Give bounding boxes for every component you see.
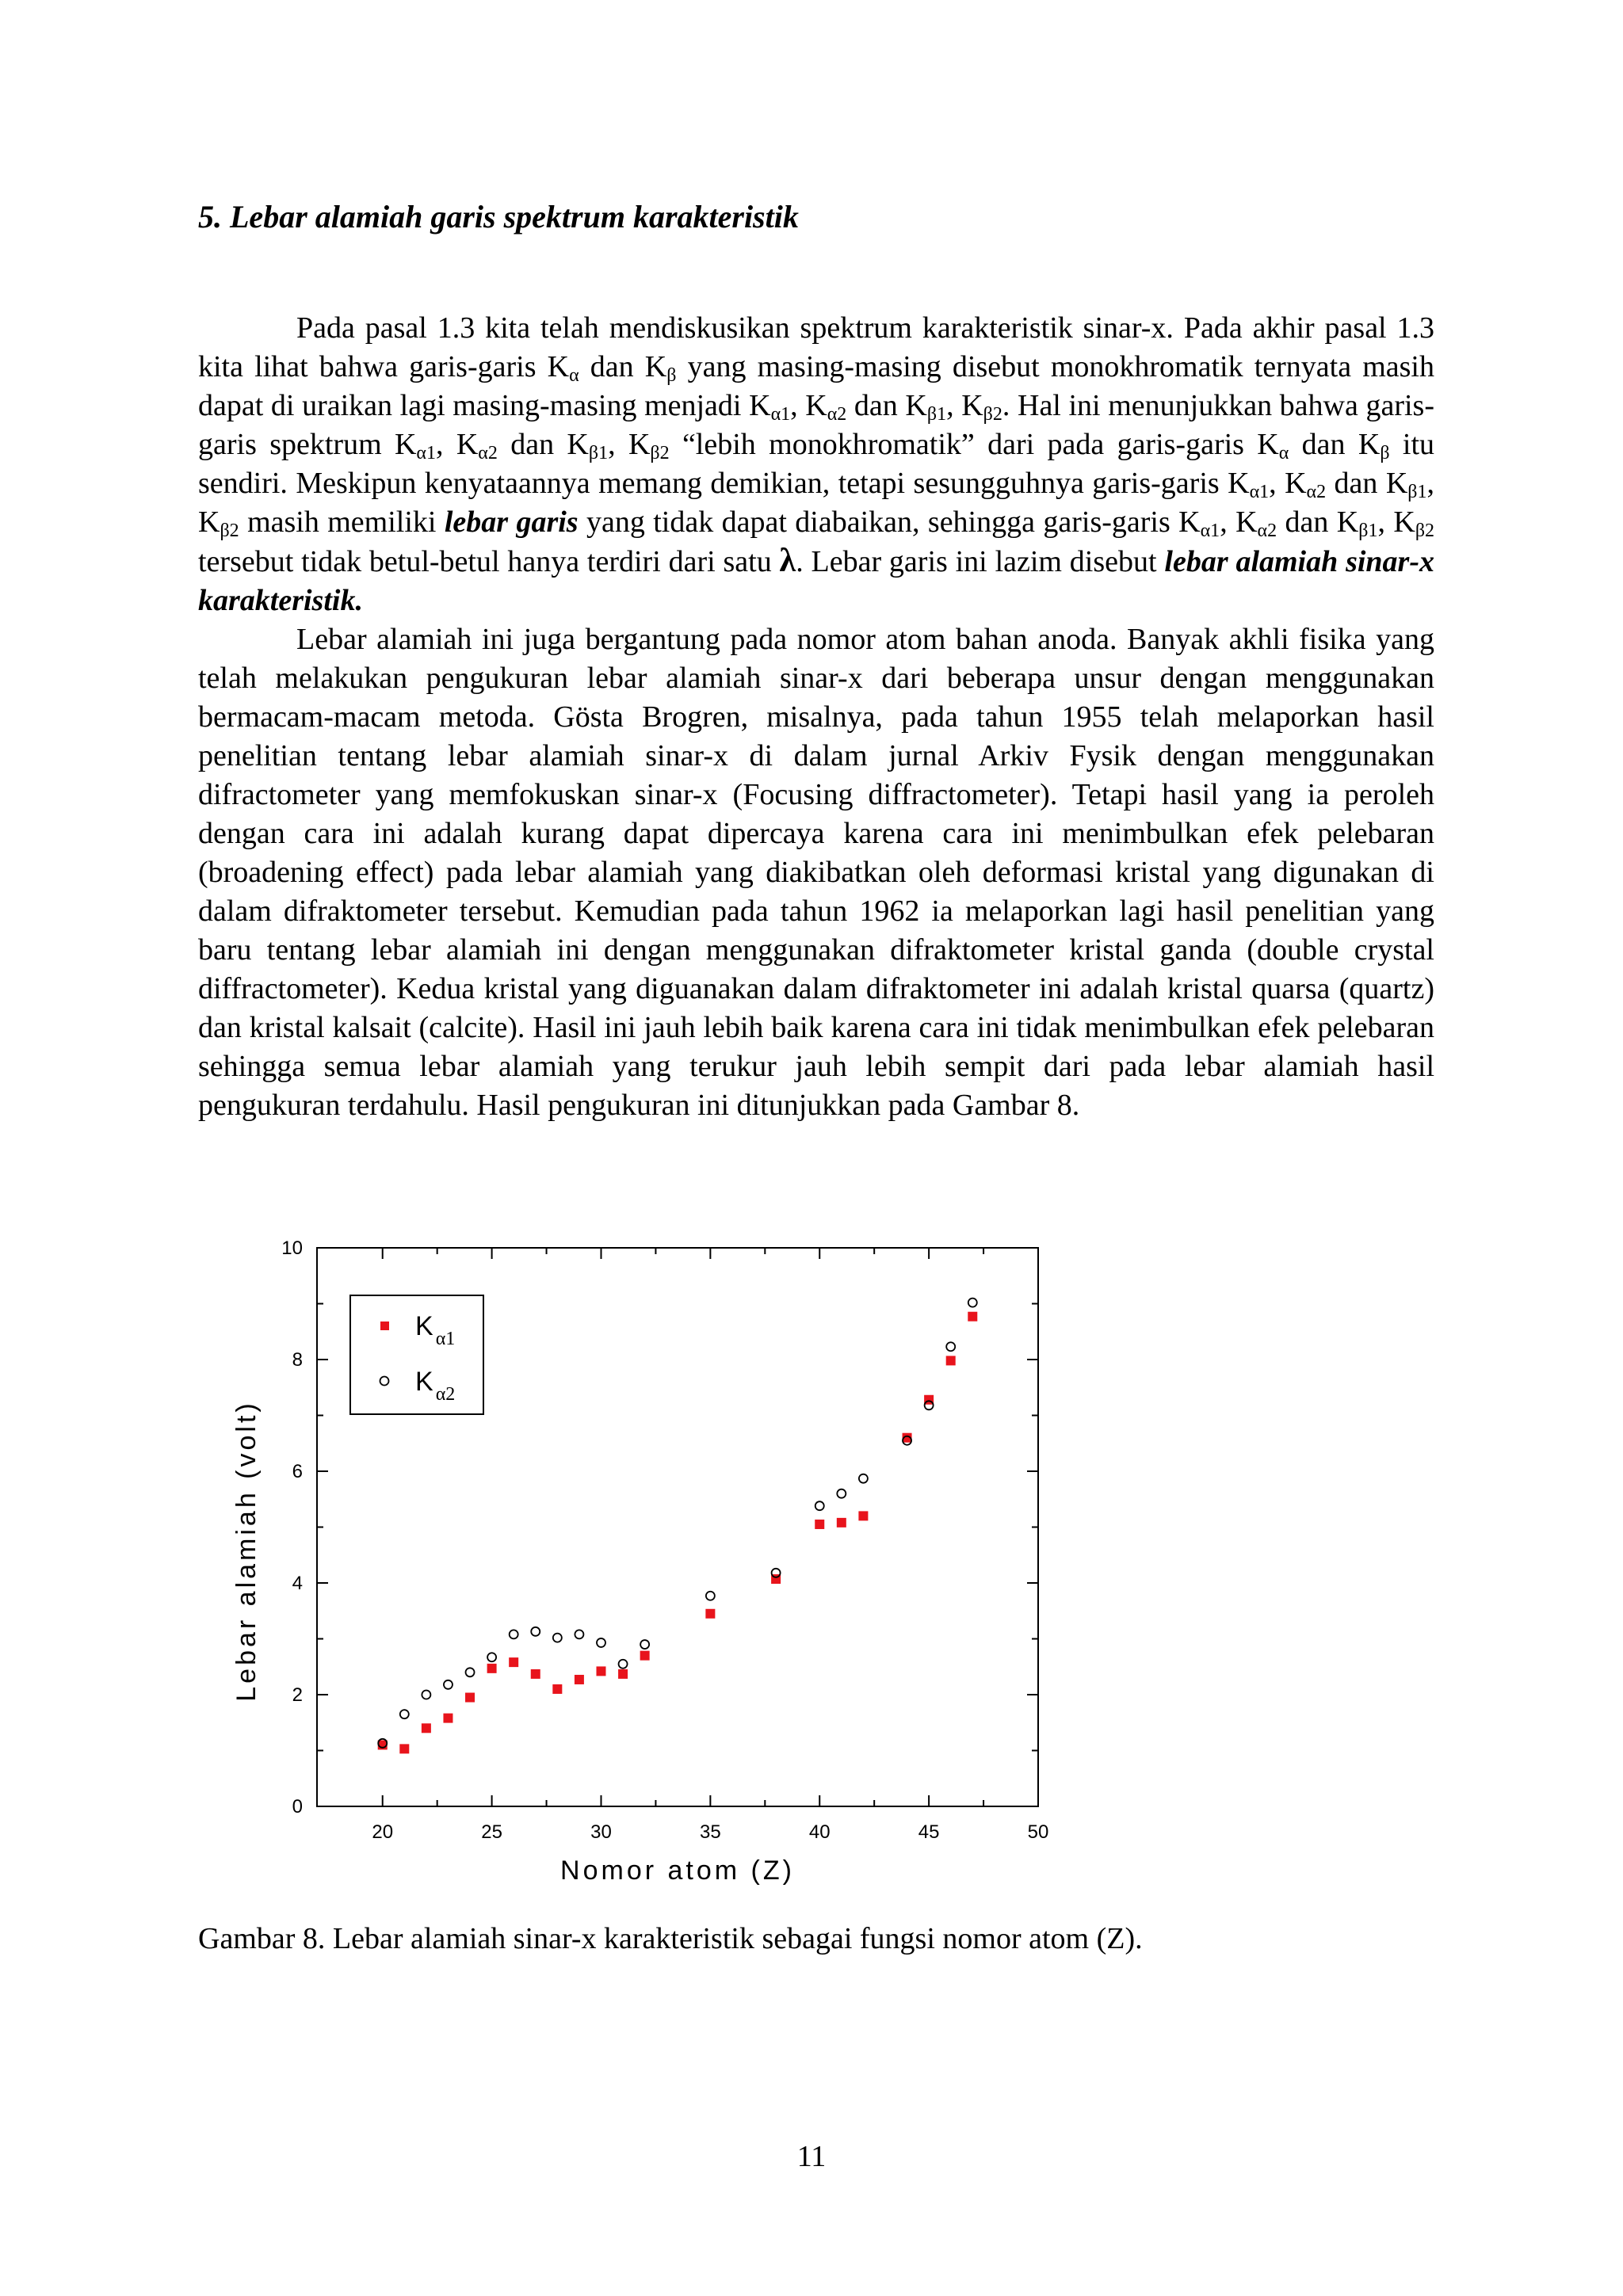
y-axis-label: Lebar alamiah (volt) <box>231 1400 262 1702</box>
data-point <box>510 1630 518 1638</box>
data-point <box>968 1299 977 1307</box>
lambda-symbol: λ <box>779 543 796 579</box>
k-line-symbol: $K_\alpha$ <box>1257 428 1289 463</box>
k-line-subscript: α2 <box>827 404 847 425</box>
chart-legend <box>350 1295 483 1414</box>
k-line-subscript: β2 <box>983 404 1002 425</box>
y-tick-label: 4 <box>292 1573 303 1594</box>
data-point <box>422 1691 430 1699</box>
k-line-subscript: α2 <box>478 443 498 463</box>
text-run: dan <box>846 389 906 422</box>
legend-marker <box>380 1322 389 1330</box>
page-number: 11 <box>796 2140 827 2173</box>
data-point <box>968 1312 977 1322</box>
x-tick-label: 25 <box>481 1821 502 1843</box>
data-point <box>706 1592 715 1600</box>
data-point <box>466 1668 475 1676</box>
k-line-symbol: $K_{\alpha 2}$ <box>1285 467 1327 502</box>
data-point <box>859 1474 868 1483</box>
paragraph-1 <box>198 309 1434 620</box>
data-point <box>443 1714 453 1723</box>
y-tick-label: 10 <box>281 1238 303 1259</box>
y-tick-label: 0 <box>292 1796 303 1817</box>
k-line-symbol: $K_\alpha$ <box>547 350 579 386</box>
data-point <box>640 1651 650 1661</box>
text-run: dan <box>579 350 645 383</box>
legend-label: K $_{\alpha 2}$ <box>415 1367 456 1405</box>
text-run: , <box>790 389 806 422</box>
text-run: . Lebar garis ini lazim disebut <box>796 545 1165 578</box>
k-line-subscript: α1 <box>770 404 791 425</box>
text-run: , <box>1426 467 1435 500</box>
data-point <box>487 1653 496 1661</box>
k-line-symbol: $K_{\beta 1}$ <box>905 389 947 425</box>
text-run: dan <box>1326 467 1386 500</box>
emphasis: lebar garis <box>444 505 579 539</box>
data-point <box>815 1520 824 1529</box>
data-point <box>815 1501 824 1510</box>
text-run: , <box>436 428 456 461</box>
k-line-symbol: $K_{\alpha 1}$ <box>394 428 436 463</box>
text-run: yang tidak dapat diabaikan, sehingga garis-garis <box>578 505 1179 539</box>
k-line-subscript: α1 <box>1249 482 1270 502</box>
k-line-symbol: $K_{\beta 2}$ <box>628 428 670 463</box>
emphasis: lebar alamiah sinar-x karakteristik. <box>198 545 1434 617</box>
k-line-subscript: β1 <box>588 443 609 463</box>
section-heading: 5. Lebar alamiah garis spektrum karakteristik <box>198 199 799 235</box>
text-run: Pada pasal 1.3 kita telah mendiskusikan spektrum karakteristik sinar-x. Pada akhir pasal 1.3 kita lihat bahwa garis-garis <box>198 311 1434 383</box>
k-line-symbol: $K_{\alpha 2}$ <box>805 389 847 425</box>
figure-8-chart <box>222 1220 1078 1909</box>
y-tick-label: 6 <box>292 1461 303 1482</box>
k-line-symbol: $K_{\beta 2}$ <box>198 505 239 541</box>
text-run: itu sendiri. Meskipun kenyataannya memang demikian, tetapi sesungguhnya garis-garis <box>198 428 1434 500</box>
data-point <box>400 1710 409 1718</box>
x-tick-label: 45 <box>918 1821 940 1843</box>
data-point <box>597 1638 605 1647</box>
x-tick-label: 30 <box>590 1821 612 1843</box>
k-line-subscript: β <box>666 365 677 386</box>
data-point <box>531 1627 540 1636</box>
k-line-subscript: β1 <box>1407 482 1427 502</box>
text-run: , <box>608 428 628 461</box>
data-point <box>858 1511 868 1520</box>
k-line-subscript: α1 <box>416 443 436 463</box>
body-text <box>198 309 1434 1125</box>
data-point <box>575 1675 584 1684</box>
k-line-subscript: α <box>1278 443 1289 463</box>
paragraph-2: Lebar alamiah ini juga bergantung pada nomor atom bahan anoda. Banyak akhli fisika yang telah melakukan pengukuran lebar alamiah sinar-x dari beberapa unsur dengan menggunakan bermacam-macam metoda. Gösta Brogren, misalnya, pada tahun 1955 telah melaporkan hasil penelitian tentang lebar alamiah sinar-x di dalam jurnal Arkiv Fysik dengan menggunakan difractometer yang memfokuskan sinar-x (Focusing diffractometer). Tetapi hasil yang ia peroleh dengan cara ini adalah kurang dapat dipercaya karena cara ini menimbulkan efek pelebaran (broadening effect) pada lebar alamiah yang diakibatkan oleh deformasi kristal yang digunakan di dalam difraktometer tersebut. Kemudian pada tahun 1962 ia melaporkan lagi hasil penelitian yang baru tentang lebar alamiah ini dengan menggunakan difraktometer kristal ganda (double crystal diffractometer). Kedua kristal yang diguanakan dalam difraktometer ini adalah kristal quarsa (quartz) dan kristal kalsait (calcite). Hasil ini jauh lebih baik karena cara ini tidak menimbulkan efek pelebaran sehingga semua lebar alamiah yang terukur jauh lebih sempit dari pada lebar alamiah hasil pengukuran terdahulu. Hasil pengukuran ini ditunjukkan pada Gambar 8. <box>198 623 1434 1122</box>
k-line-subscript: α2 <box>1257 521 1277 541</box>
k-line-subscript: α <box>569 365 579 386</box>
data-point <box>487 1664 497 1673</box>
data-point <box>444 1680 453 1689</box>
k-line-subscript: β1 <box>1358 521 1378 541</box>
y-tick-label: 2 <box>292 1684 303 1706</box>
k-line-symbol: $K_{\beta 1}$ <box>567 428 609 463</box>
k-line-symbol: $K_{\alpha 2}$ <box>1235 505 1277 541</box>
x-tick-label: 50 <box>1027 1821 1049 1843</box>
text-run: tersebut tidak betul-betul hanya terdiri dari satu <box>198 545 780 578</box>
legend-label: K $_{\alpha 1}$ <box>415 1311 456 1349</box>
k-line-symbol: $K_{\beta 2}$ <box>1393 505 1435 541</box>
text-run: , <box>1377 505 1394 539</box>
text-run: masih memiliki <box>239 505 445 539</box>
data-point <box>552 1684 562 1694</box>
x-tick-label: 40 <box>808 1821 831 1843</box>
data-point <box>837 1518 846 1527</box>
figure-caption: Gambar 8. Lebar alamiah sinar-x karakteristik sebagai fungsi nomor atom (Z). <box>198 1922 1143 1955</box>
k-line-subscript: β2 <box>220 521 239 541</box>
text-run: , <box>946 389 962 422</box>
k-line-symbol: $K_{\alpha 2}$ <box>456 428 498 463</box>
data-point <box>509 1657 518 1667</box>
text-run: dan <box>497 428 567 461</box>
k-line-subscript: α2 <box>1306 482 1327 502</box>
data-point <box>837 1489 846 1498</box>
data-point <box>946 1342 955 1351</box>
data-point <box>596 1666 605 1676</box>
data-point <box>399 1744 409 1753</box>
data-point <box>531 1669 540 1679</box>
data-point <box>465 1693 475 1703</box>
data-point <box>422 1723 431 1733</box>
k-line-symbol: $K_{\alpha 1}$ <box>749 389 791 425</box>
k-line-symbol: $K_\beta$ <box>644 350 677 386</box>
text-run: dan <box>1277 505 1337 539</box>
data-point <box>705 1609 715 1619</box>
text-run: , <box>1220 505 1236 539</box>
k-line-subscript: β1 <box>926 404 947 425</box>
k-line-symbol: $K_{\beta 1}$ <box>1336 505 1378 541</box>
data-point <box>946 1356 956 1365</box>
k-line-symbol: $K_{\beta 2}$ <box>961 389 1002 425</box>
k-line-subscript: β2 <box>650 443 670 463</box>
data-point <box>619 1660 628 1669</box>
x-tick-label: 20 <box>372 1821 394 1843</box>
x-tick-label: 35 <box>700 1821 721 1843</box>
text-run: dan <box>1289 428 1358 461</box>
text-run: . Hal ini menunjukkan bahwa garis-garis spektrum <box>198 389 1435 461</box>
text-run: yang masing-masing disebut monokhromatik ternyata masih dapat di uraikan lagi masing-masing menjadi <box>198 350 1434 422</box>
k-line-symbol: $K_{\alpha 1}$ <box>1178 505 1220 541</box>
k-line-subscript: α1 <box>1200 521 1220 541</box>
k-line-symbol: $K_{\beta 1}$ <box>1385 467 1427 502</box>
k-line-symbol: $K_{\alpha 1}$ <box>1228 467 1270 502</box>
data-point <box>575 1630 583 1638</box>
y-tick-label: 8 <box>292 1349 303 1371</box>
text-run: , <box>1269 467 1285 500</box>
k-line-subscript: β2 <box>1415 521 1435 541</box>
k-line-subscript: β <box>1380 443 1390 463</box>
data-point <box>640 1640 649 1649</box>
data-point <box>553 1634 562 1642</box>
k-line-symbol: $K_\beta$ <box>1358 428 1390 463</box>
text-run: “lebih monokhromatik” dari pada garis-garis <box>669 428 1258 461</box>
data-point <box>618 1669 628 1679</box>
x-axis-label: Nomor atom (Z) <box>560 1855 795 1886</box>
